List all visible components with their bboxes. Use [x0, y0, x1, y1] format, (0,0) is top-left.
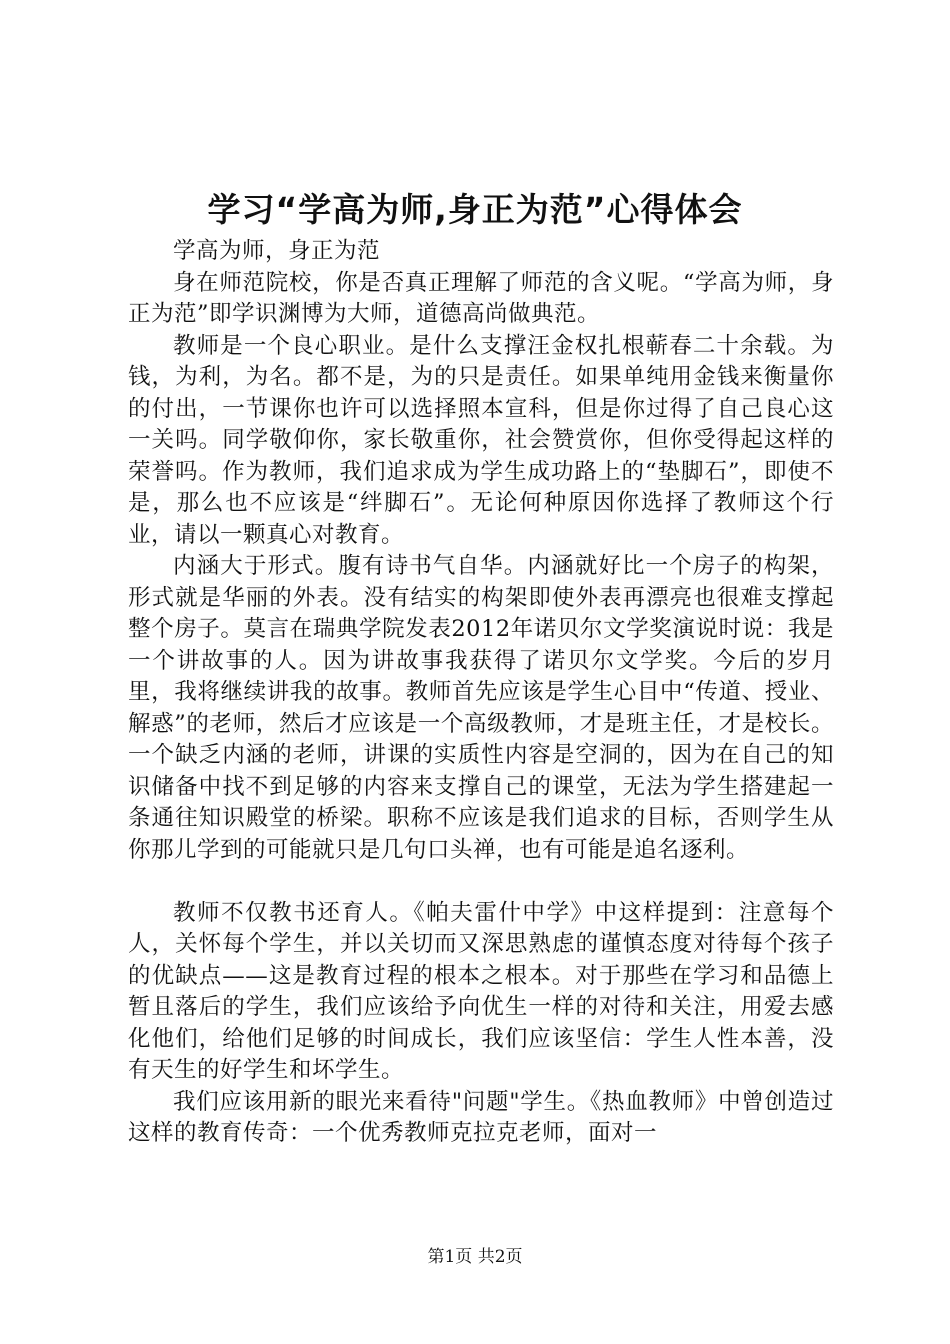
paragraph: 教师不仅教书还育人。《帕夫雷什中学》中这样提到：注意每个人，关怀每个学生，并以关切而又深思熟虑的谨慎态度对待每个孩子的优缺点——这是教育过程的根本之根本。对于那些在学习和品德上暂且落后的学生，我们应该给予向优生一样的对待和关注，用爱去感化他们，给他们足够的时间成长，我们应该坚信：学生人性本善，没有天生的好学生和坏学生。	[128, 899, 834, 1083]
paragraph: 身在师范院校，你是否真正理解了师范的含义呢。“学高为师，身正为范”即学识渊博为大师，道德高尚做典范。	[128, 269, 834, 327]
document-body	[128, 236, 834, 1150]
page-footer: 第1页 共2页	[427, 1247, 523, 1267]
paragraph-subtitle: 学高为师，身正为范	[173, 238, 381, 264]
paragraph: 内涵大于形式。腹有诗书气自华。内涵就好比一个房子的构架，形式就是华丽的外表。没有结实的构架即使外表再漂亮也很难支撑起整个房子。莫言在瑞典学院发表2012年诺贝尔文学奖演说时说：我是一个讲故事的人。因为讲故事我获得了诺贝尔文学奖。今后的岁月里，我将继续讲我的故事。教师首先应该是学生心目中“传道、授业、解惑”的老师，然后才应该是一个高级教师，才是班主任，才是校长。一个缺乏内涵的老师，讲课的实质性内容是空洞的，因为在自己的知识储备中找不到足够的内容来支撑自己的课堂，无法为学生搭建起一条通往知识殿堂的桥梁。职称不应该是我们追求的目标，否则学生从你那儿学到的可能就只是几句口头禅，也有可能是追名逐利。	[128, 553, 834, 863]
document-title: 学习“学高为师,身正为范”心得体会	[207, 190, 743, 229]
paragraph: 教师是一个良心职业。是什么支撑汪金权扎根蕲春二十余载。为钱，为利，为名。都不是，为的只是责任。如果单纯用金钱来衡量你的付出，一节课你也许可以选择照本宣科，但是你过得了自己良心这一关吗。同学敬仰你，家长敬重你，社会赞赏你，但你受得起这样的荣誉吗。作为教师，我们追求成为学生成功路上的“垫脚石”，即使不是，那么也不应该是“绊脚石”。无论何种原因你选择了教师这个行业，请以一颗真心对教育。	[128, 332, 834, 548]
paragraph: 我们应该用新的眼光来看待"问题"学生。《热血教师》中曾创造过这样的教育传奇：一个优秀教师克拉克老师，面对一	[128, 1088, 834, 1146]
